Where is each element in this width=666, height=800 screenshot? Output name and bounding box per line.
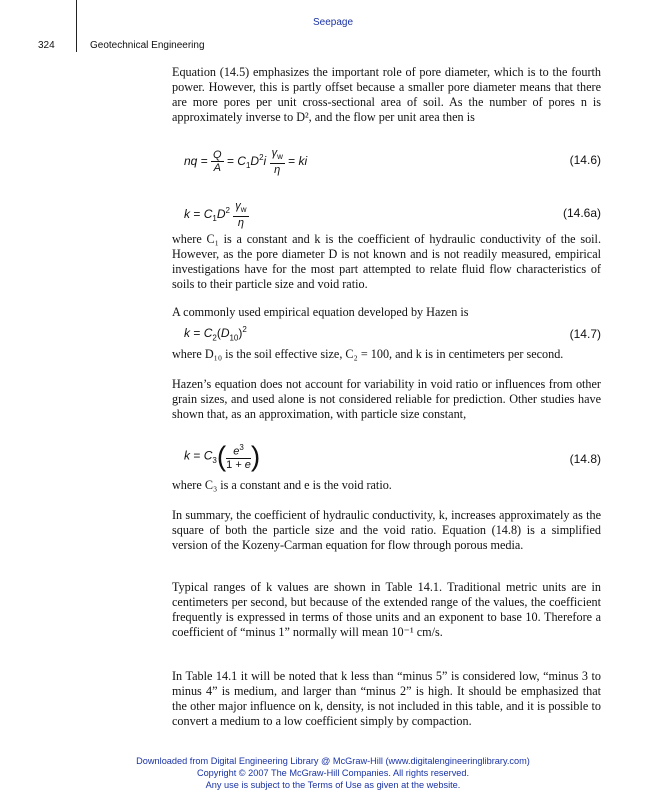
paragraph-5: Hazen’s equation does not account for variability in void ratio or influences from other grain sizes, and used alone is not considered reliable for prediction. Other studies have shown that, as an approximation, with particle size constant,: [172, 377, 601, 421]
header-divider: [76, 0, 77, 52]
running-title: Seepage: [312, 17, 354, 28]
paragraph-7: In summary, the coefficient of hydraulic conductivity, k, increases approximately as the square of both the particle size and the void ratio. Equation (14.8) is a simplified version of the Kozeny-Carman equation for flow through porous media.: [172, 508, 601, 552]
equation-14-8: $k = C_3$( $\frac{e^3}{1 + e}$ ) (14.8): [184, 440, 601, 472]
book-title: Geotechnical Engineering: [90, 40, 205, 51]
equation-14-6: nq = $\frac{Q}{A}$ = $C_1D^2i$ $\frac{\gamma_w}{\eta}$ = ki (14.6): [184, 147, 601, 177]
paragraph-9: In Table 14.1 it will be noted that k less than “minus 5” is considered low, “minus 3 to minus 4” is medium, and larger than “minus 2” is high. It should be emphasized that the other major influence on k, density, is not included in this table, and it is possible to convert a medium to a low coefficient simply by compaction.: [172, 669, 601, 728]
equation-number: (14.6a): [562, 206, 601, 220]
paragraph-2: where C₁ is a constant and k is the coefficient of hydraulic conductivity of the soil. However, as the pore diameter D is not known and is not readily measured, empirical investigations have for the most part attempted to relate fluid flow characteristics of soils to their particle size and void ratio.: [172, 232, 601, 291]
page-number: 324: [38, 40, 55, 51]
paragraph-1: Equation (14.5) emphasizes the important role of pore diameter, which is to the fourth power. However, this is partly offset because a smaller pore diameter means that there are more pores per unit cross-sectional area of soil. As the number of pores n is approximately inverse to D², and the flow per unit area then is: [172, 65, 601, 124]
equation-number: (14.6): [569, 153, 601, 167]
footer-copyright: Copyright © 2007 The McGraw-Hill Companies. All rights reserved.: [196, 768, 470, 778]
paragraph-4: where D₁₀ is the soil effective size, C₂ = 100, and k is in centimeters per second.: [172, 347, 564, 361]
paragraph-8: Typical ranges of k values are shown in Table 14.1. Traditional metric units are in centimeters per second, but because of the extended range of the values, the coefficient frequently is expressed in terms of those units and an exponent to base 10. Therefore a coefficient of “minus 1” normally will mean 10⁻¹ cm/s.: [172, 580, 601, 639]
footer-terms-link[interactable]: Any use is subject to the Terms of Use as given at the website.: [205, 780, 461, 790]
paragraph-6: where C₃ is a constant and e is the void ratio.: [172, 478, 392, 492]
equation-14-6a: $k = C_1D^2$ $\frac{\gamma_w}{\eta}$ (14.6a): [184, 200, 601, 230]
footer-download-link[interactable]: Downloaded from Digital Engineering Library @ McGraw-Hill (www.digitalengineeringlibrary.com): [136, 756, 530, 766]
paragraph-3: A commonly used empirical equation developed by Hazen is: [172, 305, 469, 319]
equation-14-7: $k = C_2(D_{10})^2$ (14.7): [184, 325, 601, 343]
equation-number: (14.7): [569, 327, 601, 341]
equation-number: (14.8): [569, 452, 601, 466]
